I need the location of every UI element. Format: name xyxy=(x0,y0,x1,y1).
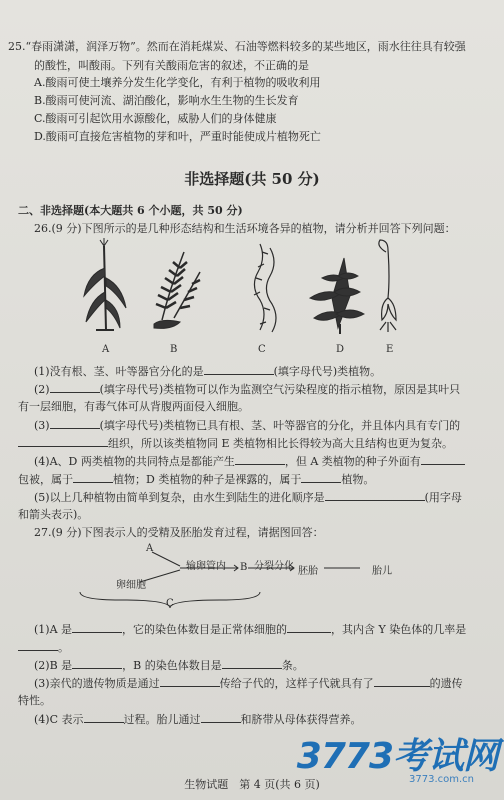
q27-part2 xyxy=(34,658,304,673)
q27-part1 xyxy=(34,622,466,637)
q26-p5-line2: 和箭头表示)。 xyxy=(18,508,89,521)
diagram-label-c: C xyxy=(166,598,174,609)
q27-p4-text-c: 和脐带从母体获得营养。 xyxy=(240,713,362,726)
plant-b-label: B xyxy=(170,344,178,355)
q27-p1-text-b: ，它的染色体数目是正常体细胞的 xyxy=(122,623,288,636)
q26-p1-text-b: (填字母代号)类植物。 xyxy=(273,365,382,378)
q27-p4-blank2[interactable] xyxy=(201,712,241,723)
q27-p3-blank2[interactable] xyxy=(374,676,430,687)
plant-c-algae-illustration xyxy=(254,244,276,332)
section-2-title: 二、非选择题(本大题共 6 个小题，共 50 分) xyxy=(18,204,243,217)
q27-p3-text-a: (3)亲代的遗传物质是通过 xyxy=(34,677,160,690)
q27-p2-text-a: (2)B 是 xyxy=(34,659,73,672)
q26-p4-text-b: ，但 A 类植物的种子外面有 xyxy=(284,455,421,468)
q26-part3 xyxy=(34,418,460,433)
q27-p1-text-d: 。 xyxy=(58,641,69,654)
q25-line1: 25.“春雨潇潇，润泽万物”。然而在消耗煤炭、石油等燃料较多的某些地区，雨水往往具有较强 xyxy=(8,40,466,53)
q27-part3 xyxy=(34,676,463,691)
q26-part2 xyxy=(34,382,460,397)
q26-p4-blank1[interactable] xyxy=(235,454,285,465)
nonchoice-heading: 非选择题(共 50 分) xyxy=(184,170,320,188)
q27-p1-text-a: (1)A 是 xyxy=(34,623,73,636)
q25-option-c: C.酸雨可引起饮用水源酸化，威胁人们的身体健康 xyxy=(34,112,277,125)
q26-p4-text-c: 包被，属于 xyxy=(18,473,73,486)
plant-a-label: A xyxy=(102,344,110,355)
q27-p1-line2 xyxy=(18,640,69,655)
q26-part4 xyxy=(34,454,465,469)
plant-b-fern-illustration xyxy=(154,252,200,328)
diagram-label-embryo: 胚胎 xyxy=(298,566,318,577)
q26-part5 xyxy=(34,490,462,505)
q26-intro: 26.(9 分)下图所示的是几种形态结构和生活环境各异的植物，请分析并回答下列问题： xyxy=(34,222,456,235)
q26-p3-blank[interactable] xyxy=(50,418,100,429)
q25-option-a: A.酸雨可使土壤养分发生化学变化，有利于植物的吸收利用 xyxy=(34,76,321,89)
q27-p1-blank2[interactable] xyxy=(287,622,331,633)
q26-p3-text-b: (填字母代号)类植物已具有根、茎、叶等器官的分化，并且体内具有专门的 xyxy=(99,419,461,432)
q27-p1-text-c: ，其内含 Y 染色体的几率是 xyxy=(331,623,467,636)
q26-p2-text-b: (填字母代号)类植物可以作为监测空气污染程度的指示植物，原因是其叶只 xyxy=(99,383,461,396)
q27-p4-text-b: 过程。胎儿通过 xyxy=(123,713,201,726)
q25-option-d: D.酸雨可直接危害植物的芽和叶，严重时能使成片植物死亡 xyxy=(34,130,321,143)
diagram-label-fetus: 胎儿 xyxy=(372,566,392,577)
diagram-label-b: B xyxy=(240,562,248,573)
q26-p2-blank[interactable] xyxy=(50,382,100,393)
q26-p5-text-a: (5)以上几种植物由简单到复杂，由水生到陆生的进化顺序是 xyxy=(34,491,325,504)
q27-p3-line2: 特性。 xyxy=(18,694,51,707)
q25-line2: 的酸性，叫酸雨。下列有关酸雨危害的叙述，不正确的是 xyxy=(34,59,309,72)
diagram-label-egg: 卵细胞 xyxy=(116,580,146,591)
q27-intro: 27.(9 分)下图表示人的受精及胚胎发育过程，请据图回答： xyxy=(34,526,324,539)
watermark-logo: 3773考试网 xyxy=(296,736,498,777)
q27-p4-text-a: (4)C 表示 xyxy=(34,713,84,726)
q27-p3-text-b: 传给子代的，这样子代就具有了 xyxy=(219,677,374,690)
q27-p2-blank2[interactable] xyxy=(222,658,282,669)
q26-p3-blank2[interactable] xyxy=(18,436,108,447)
diagram-label-a: A xyxy=(146,543,154,554)
q26-p4-blank3[interactable] xyxy=(73,472,113,483)
q26-p3-text-a: (3) xyxy=(34,419,50,432)
q26-p4-text-e: 植物。 xyxy=(341,473,375,486)
q26-p1-text-a: (1)没有根、茎、叶等器官分化的是 xyxy=(34,365,204,378)
q26-p4-text-d: 植物；D 类植物的种子是裸露的，属于 xyxy=(113,473,302,486)
q26-p3-text-c: 组织，所以该类植物同 E 类植物相比长得较为高大且结构也更为复杂。 xyxy=(108,437,454,450)
q25-option-b: B.酸雨可使河流、湖泊酸化，影响水生生物的生长发育 xyxy=(34,94,299,107)
q27-part4 xyxy=(34,712,362,727)
watermark-url: 3773.com.cn xyxy=(409,774,474,785)
q26-p2-line2: 有一层细胞，有毒气体可从背腹两面侵入细胞。 xyxy=(18,400,249,413)
q27-p1-blank3[interactable] xyxy=(18,640,58,651)
q26-part1 xyxy=(34,364,381,379)
q26-p2-text-a: (2) xyxy=(34,383,50,396)
plant-c-label: C xyxy=(258,344,266,355)
q26-p1-blank[interactable] xyxy=(204,364,274,375)
q27-p3-text-c: 的遗传 xyxy=(429,677,463,690)
fertilization-diagram xyxy=(60,540,360,620)
plant-e-label: E xyxy=(386,344,394,355)
q26-p3-line2 xyxy=(18,436,453,451)
q26-p4-blank4[interactable] xyxy=(301,472,341,483)
plant-d-pine-illustration xyxy=(310,258,364,334)
q26-p4-line2 xyxy=(18,472,374,487)
q27-p2-blank1[interactable] xyxy=(72,658,122,669)
q27-p1-blank1[interactable] xyxy=(72,622,122,633)
q27-p4-blank1[interactable] xyxy=(84,712,124,723)
diagram-label-tube: 输卵管内 xyxy=(186,561,226,572)
plant-a-corn-illustration xyxy=(84,238,126,330)
q27-p3-blank1[interactable] xyxy=(160,676,220,687)
q26-p4-blank2[interactable] xyxy=(421,454,465,465)
diagram-label-divide: 分裂分化 xyxy=(254,561,294,572)
plant-d-label: D xyxy=(336,344,345,355)
q26-p5-text-b: (用字母 xyxy=(424,491,462,504)
q26-p5-blank[interactable] xyxy=(325,490,425,501)
q27-p2-text-c: 条。 xyxy=(281,659,304,672)
q27-p2-text-b: ，B 的染色体数目是 xyxy=(122,659,222,672)
plant-e-moss-illustration xyxy=(379,240,396,332)
plant-figure xyxy=(70,238,420,338)
q26-p4-text-a: (4)A、D 两类植物的共同特点是都能产生 xyxy=(34,455,235,468)
page-footer: 生物试题 第 4 页(共 6 页) xyxy=(184,778,320,791)
